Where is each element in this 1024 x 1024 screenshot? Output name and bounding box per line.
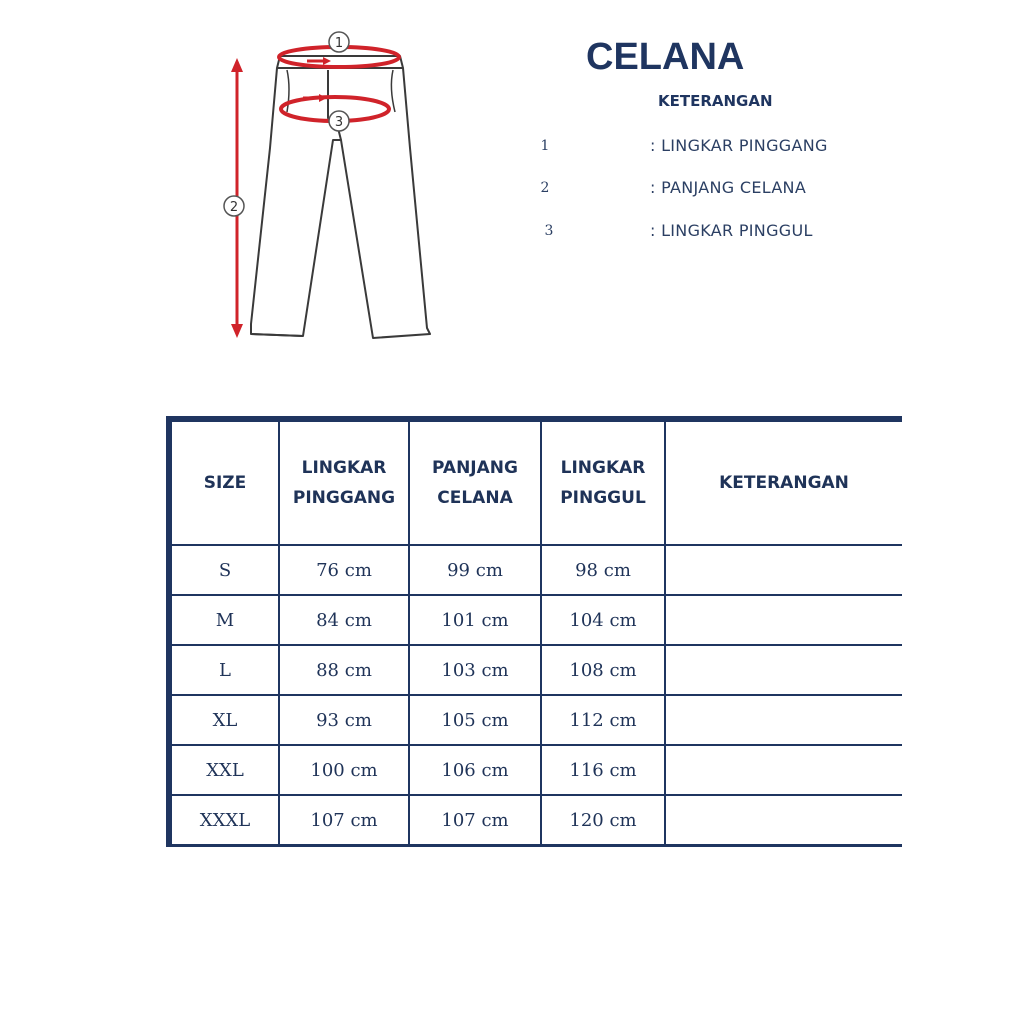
cell-length: 101 cm <box>409 595 541 645</box>
table-row <box>169 695 902 745</box>
cell-size: S <box>169 545 279 595</box>
cell-hip: 120 cm <box>541 795 665 846</box>
cell-length: 99 cm <box>409 545 541 595</box>
header-hip: LINGKAR PINGGUL <box>541 419 665 545</box>
size-chart-table <box>166 416 902 847</box>
cell-length: 107 cm <box>409 795 541 846</box>
table-row <box>169 745 902 795</box>
table-row <box>169 595 902 645</box>
legend-heading: KETERANGAN <box>658 92 773 110</box>
cell-hip: 98 cm <box>541 545 665 595</box>
cell-waist: 76 cm <box>279 545 409 595</box>
cell-note <box>665 645 902 695</box>
svg-text:1: 1 <box>334 36 344 51</box>
cell-waist: 100 cm <box>279 745 409 795</box>
table-row <box>169 795 902 846</box>
cell-note <box>665 695 902 745</box>
header-length: PANJANG CELANA <box>409 419 541 545</box>
legend-item-number: 3 <box>544 223 554 239</box>
cell-length: 103 cm <box>409 645 541 695</box>
cell-length: 106 cm <box>409 745 541 795</box>
header-note: KETERANGAN <box>665 419 902 545</box>
cell-note <box>665 745 902 795</box>
legend-item-text: : LINGKAR PINGGANG <box>650 136 828 155</box>
cell-hip: 116 cm <box>541 745 665 795</box>
svg-text:2: 2 <box>229 200 239 215</box>
cell-waist: 88 cm <box>279 645 409 695</box>
marker-1 <box>329 32 349 52</box>
header-size: SIZE <box>169 419 279 545</box>
cell-size: XL <box>169 695 279 745</box>
legend-item-text: : PANJANG CELANA <box>650 178 807 197</box>
marker-2 <box>224 196 244 216</box>
page-title: CELANA <box>586 36 745 78</box>
marker-3 <box>329 111 349 131</box>
cell-note <box>665 795 902 846</box>
cell-hip: 104 cm <box>541 595 665 645</box>
cell-size: L <box>169 645 279 695</box>
cell-hip: 112 cm <box>541 695 665 745</box>
cell-waist: 84 cm <box>279 595 409 645</box>
cell-size: XXXL <box>169 795 279 846</box>
table-row <box>169 645 902 695</box>
cell-size: M <box>169 595 279 645</box>
table-row <box>169 545 902 595</box>
table-header-row <box>169 419 902 545</box>
pants-measurement-diagram <box>215 28 455 348</box>
legend-item-number: 1 <box>540 138 550 154</box>
cell-note <box>665 545 902 595</box>
cell-size: XXL <box>169 745 279 795</box>
legend-item-text: : LINGKAR PINGGUL <box>650 221 813 240</box>
svg-text:3: 3 <box>334 115 344 130</box>
cell-waist: 93 cm <box>279 695 409 745</box>
cell-hip: 108 cm <box>541 645 665 695</box>
legend-item-number: 2 <box>540 180 550 196</box>
cell-note <box>665 595 902 645</box>
cell-length: 105 cm <box>409 695 541 745</box>
header-waist: LINGKAR PINGGANG <box>279 419 409 545</box>
cell-waist: 107 cm <box>279 795 409 846</box>
